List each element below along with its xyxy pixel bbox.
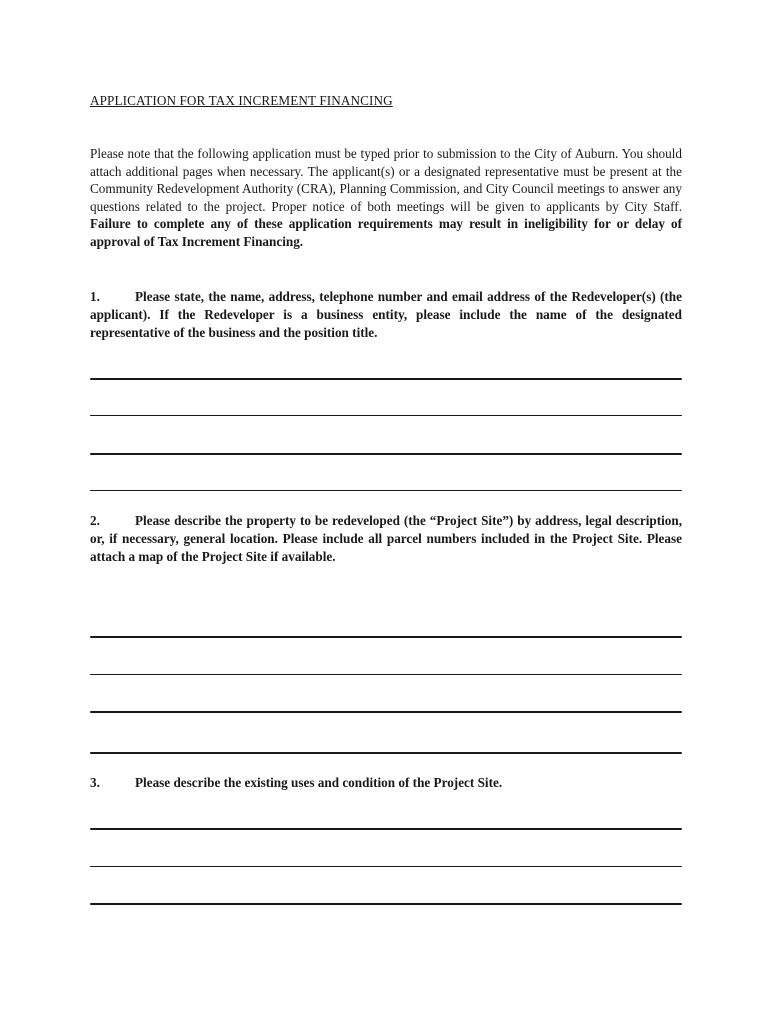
answer-3-line-1[interactable] xyxy=(90,828,682,830)
intro-warning: Failure to complete any of these application requirements may result in ineligibility for or delay of approval of Tax Increment Financing. xyxy=(90,216,682,249)
answer-1-line-4[interactable] xyxy=(90,490,682,491)
question-1-text: Please state, the name, address, telephone number and email address of the Redeveloper(s) (the applicant). If the Redeveloper is a business entity, please include the name of the designated representative of the business and the position title. xyxy=(90,289,682,340)
answer-1-line-2[interactable] xyxy=(90,415,682,416)
page-title: APPLICATION FOR TAX INCREMENT FINANCING xyxy=(90,93,393,108)
answer-3-line-2[interactable] xyxy=(90,866,682,867)
question-1 xyxy=(90,288,682,342)
answer-1-line-1[interactable] xyxy=(90,378,682,380)
answer-2-line-3[interactable] xyxy=(90,711,682,713)
intro-text: Please note that the following application must be typed prior to submission to the City of Auburn. You should attach additional pages when necessary. The applicant(s) or a designated representative must be present at the Community Redevelopment Authority (CRA), Planning Commission, and City Council meetings to answer any questions related to the project. Proper notice of both meetings will be given to applicants by City Staff. xyxy=(90,146,682,214)
answer-2-line-2[interactable] xyxy=(90,674,682,675)
question-3-text: Please describe the existing uses and condition of the Project Site. xyxy=(135,775,503,790)
answer-3-line-3[interactable] xyxy=(90,903,682,905)
question-1-number: 1. xyxy=(90,289,100,304)
answer-2-line-4[interactable] xyxy=(90,752,682,754)
question-2 xyxy=(90,512,682,566)
answer-1-line-3[interactable] xyxy=(90,453,682,455)
question-3-number: 3. xyxy=(90,775,100,790)
answer-2-line-1[interactable] xyxy=(90,636,682,638)
question-3 xyxy=(90,774,682,792)
intro-paragraph xyxy=(90,145,682,251)
question-2-number: 2. xyxy=(90,513,100,528)
question-2-text: Please describe the property to be redeveloped (the “Project Site”) by address, legal description, or, if necessary, general location. Please include all parcel numbers included in the Project Site. Please attach a map of the Project Site if available. xyxy=(90,513,682,564)
